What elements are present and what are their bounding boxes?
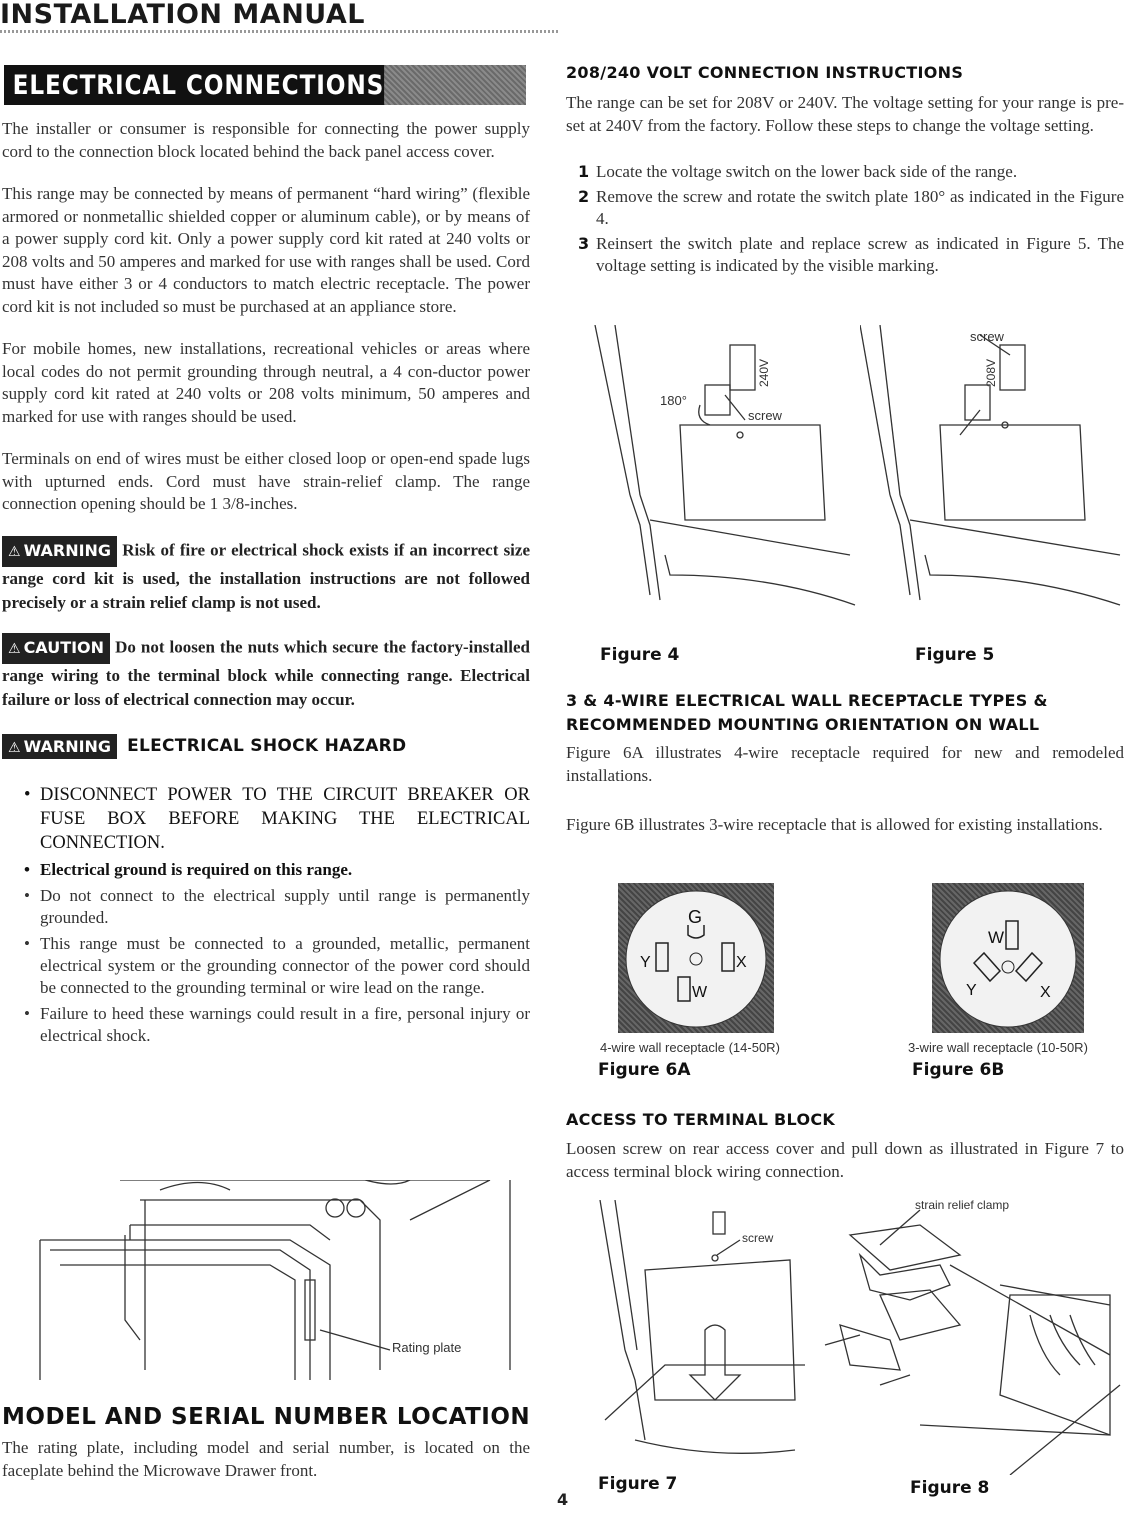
voltage-step: 1 Locate the voltage switch on the lower back side of the range.: [578, 162, 1018, 181]
warning-badge: ⚠ WARNING: [2, 536, 117, 567]
paragraph-mobile-homes: For mobile homes, new installations, recreational vehicles or areas where local codes do not permit grounding through neutral, a 4 con-ductor power supply cord kit rated at 240 volts or 208 volts minimum, 50 amperes and marked for use with ranges should be used.: [2, 339, 530, 426]
fig4-screw-label: screw: [748, 408, 782, 423]
voltage-step: 3 Reinsert the switch plate and replace screw as indicated in Figure 5. The voltage setting is indicated by the visible marking.: [578, 233, 1124, 275]
fig6b-y-letter: Y: [966, 982, 977, 999]
figure-6a-caption: Figure 6A: [598, 1060, 691, 1080]
caution-badge: ⚠ CAUTION: [2, 633, 110, 664]
shock-bullet-list: [22, 783, 530, 1047]
receptacle-4-wire-face: [618, 883, 774, 1033]
warning-fire-text: Risk of fire or electrical shock exists if an incorrect size range cord kit is used, the installation instructions are not followed precisely or a strain relief clamp is not used.: [2, 539, 530, 612]
electrical-banner-title: ELECTRICAL CONNECTIONS: [4, 65, 384, 105]
fig6a-g-letter: G: [688, 907, 703, 927]
bullet-item: • Electrical ground is required on this range.: [22, 859, 530, 881]
paragraph-terminals: Terminals on end of wires must be either closed loop or open-end spade lugs with upturned ends. Cord must have strain-relief clamp. The range connection opening should be 1 3/8-inches.: [2, 449, 530, 513]
electrical-banner: [4, 65, 526, 105]
figure-6a-receptacle: [618, 883, 774, 1033]
figure-5-caption: Figure 5: [915, 645, 995, 665]
receptacle-paragraph-2: Figure 6B illustrates 3-wire receptacle that is allowed for existing installations.: [566, 815, 1103, 834]
warning-fire-block: [2, 536, 530, 615]
microwave-drawer-illustration: [30, 1180, 520, 1380]
fig5-208v-label: 208V: [984, 358, 998, 387]
model-serial-text: The rating plate, including model and serial number, is located on the faceplate behind the Microwave Drawer front.: [2, 1438, 530, 1480]
fig4-240v-label: 240V: [757, 358, 771, 387]
receptacle-heading-line2: RECOMMENDED MOUNTING ORIENTATION ON WALL: [566, 715, 1040, 734]
fig6a-w-letter: W: [692, 984, 708, 1001]
paragraph-hard-wiring: This range may be connected by means of permanent “hard wiring” (flexible armored or nonmetallic shielded copper or aluminum cable), or by means of a power supply cord kit. Only a power supply cord kit rated at 240 volts or 208 volts and 50 amperes and marked for use with ranges shall be used. Cord must have either 3 or 4 conductors to match electric receptacle. The power cord kit is not included so must be purchased at an appliance store.: [2, 184, 530, 316]
warning-triangle-icon: ⚠: [8, 543, 21, 560]
fig7-screw-label: screw: [742, 1231, 774, 1245]
terminal-text: Loosen screw on rear access cover and pull down as illustrated in Figure 7 to access terminal block wiring connection.: [566, 1139, 1124, 1181]
rating-plate-label: Rating plate: [392, 1340, 462, 1355]
receptacle-3-wire-face: [932, 883, 1084, 1033]
shock-hazard-heading-row: [2, 734, 530, 759]
caution-triangle-icon: ⚠: [8, 640, 21, 657]
fig8-clamp-label: strain relief clamp: [915, 1198, 1010, 1212]
fig5-screw-label: screw: [970, 329, 1004, 344]
voltage-steps: [566, 161, 1124, 280]
caution-block: [2, 633, 530, 712]
fig6a-x-letter: X: [736, 954, 747, 971]
figure-4-illustration: [590, 325, 860, 615]
bullet-item: • Failure to heed these warnings could result in a fire, personal injury or electrical shock.: [22, 1003, 530, 1047]
figure-6b-caption: Figure 6B: [912, 1060, 1005, 1080]
figure-6a-label: 4-wire wall receptacle (14-50R): [600, 1040, 780, 1055]
bullet-item: • Do not connect to the electrical supply until range is permanently grounded.: [22, 885, 530, 929]
figure-8-illustration: [820, 1195, 1126, 1475]
fig6b-x-letter: X: [1040, 984, 1051, 1001]
page-header-title: INSTALLATION MANUAL: [0, 0, 365, 30]
figure-8-caption: Figure 8: [910, 1478, 990, 1498]
left-column: [2, 118, 530, 1051]
warning-badge-2: ⚠ WARNING: [2, 734, 117, 759]
fig6b-w-letter: W: [988, 928, 1005, 947]
page-number: 4: [557, 1490, 569, 1509]
receptacle-paragraph-1: Figure 6A illustrates 4-wire receptacle required for new and remodeled installations.: [566, 743, 1124, 785]
figure-4-caption: Figure 4: [600, 645, 680, 665]
figure-6b-label: 3-wire wall receptacle (10-50R): [908, 1040, 1088, 1055]
warning-triangle-icon-2: ⚠: [8, 739, 21, 756]
bullet-item: • This range must be connected to a grounded, metallic, permanent electrical system or the grounding connector of the power cord should be connected to the grounding terminal or wire lead on the range.: [22, 933, 530, 999]
fig6a-y-letter: Y: [640, 954, 651, 971]
terminal-heading: ACCESS TO TERMINAL BLOCK: [566, 1110, 836, 1129]
figure-5-illustration: [860, 325, 1125, 615]
receptacle-heading: [566, 689, 1048, 737]
caution-text: Do not loosen the nuts which secure the factory-installed range wiring to the terminal block while connecting range. Electrical failure or loss of electrical connection may occur.: [2, 636, 530, 709]
header-rule: [0, 30, 560, 33]
voltage-heading: 208/240 VOLT CONNECTION INSTRUCTIONS: [566, 63, 964, 82]
receptacle-heading-line1: 3 & 4-WIRE ELECTRICAL WALL RECEPTACLE TYPES &: [566, 691, 1048, 710]
voltage-step: 2 Remove the screw and rotate the switch plate 180° as indicated in the Figure 4.: [578, 186, 1124, 228]
paragraph-responsibility: The installer or consumer is responsible for connecting the power supply cord to the connection block located behind the back panel access cover.: [2, 119, 530, 161]
bullet-item: • DISCONNECT POWER TO THE CIRCUIT BREAKER OR FUSE BOX BEFORE MAKING THE ELECTRICAL CONNECTION.: [22, 783, 530, 855]
fig4-angle-label: 180°: [660, 393, 687, 408]
figure-6b-receptacle: [932, 883, 1084, 1033]
voltage-intro: The range can be set for 208V or 240V. The voltage setting for your range is pre-set at 240V from the factory. Follow these steps to change the voltage setting.: [566, 93, 1124, 135]
shock-hazard-heading: ELECTRICAL SHOCK HAZARD: [127, 736, 407, 756]
model-serial-heading: MODEL AND SERIAL NUMBER LOCATION: [2, 1404, 531, 1430]
figure-7-illustration: [595, 1200, 815, 1470]
figure-7-caption: Figure 7: [598, 1474, 678, 1494]
